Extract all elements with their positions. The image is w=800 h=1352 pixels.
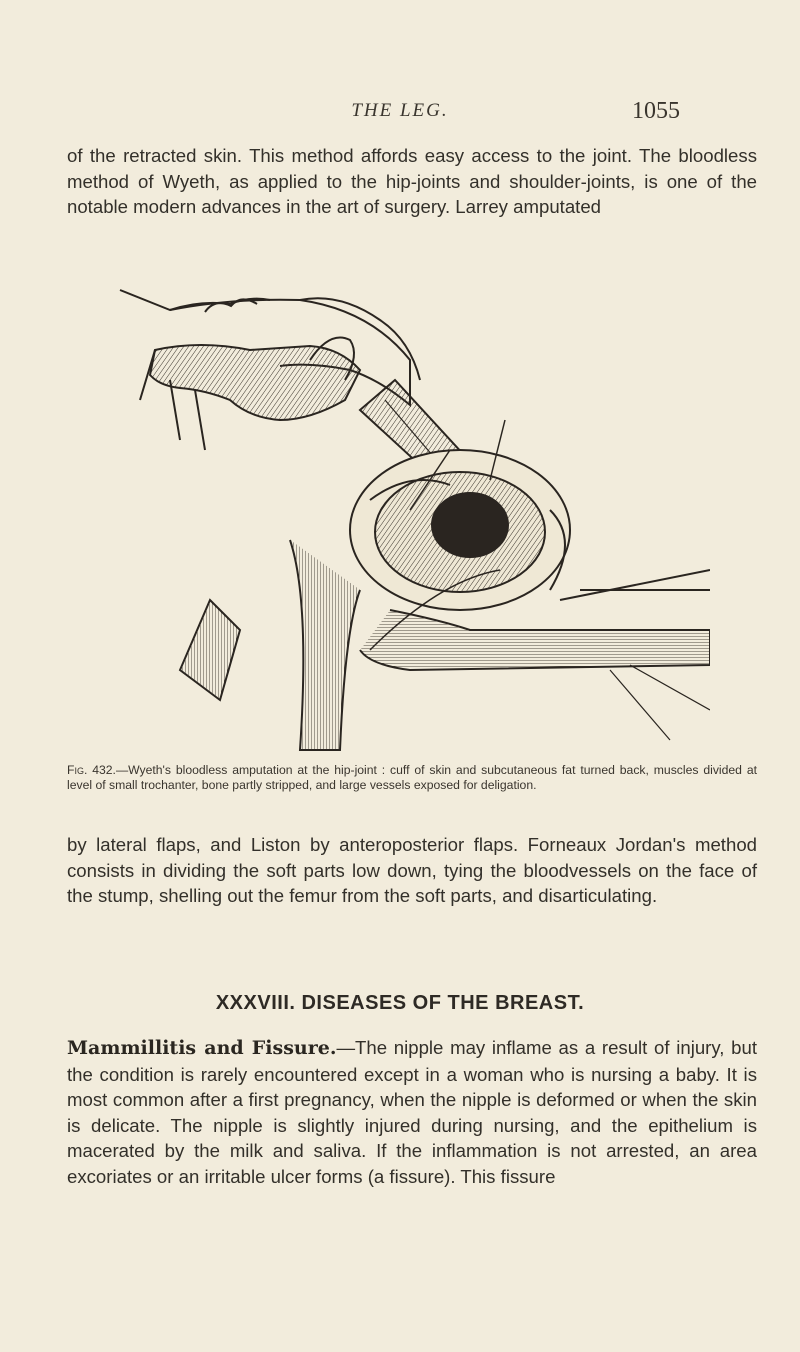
paragraph-1: of the retracted skin. This method affords easy access to the joint. The bloodless method of Wyeth, as applied to the hip-joints and shoulder-joints, is one of the notable modern advances in the art of surgery. Larrey amputated	[67, 145, 757, 217]
surgical-illustration	[110, 270, 710, 760]
run-in-heading: Mammillitis and Fissure.	[67, 1037, 337, 1059]
section-heading: XXXVIII. DISEASES OF THE BREAST.	[215, 992, 585, 1014]
paragraph-3	[67, 1035, 757, 1189]
running-title: THE LEG.	[351, 100, 449, 121]
page-number: 1055	[632, 98, 680, 124]
stump-drawing	[350, 450, 570, 610]
lower-hand-drawing	[140, 338, 360, 451]
figure-caption	[67, 763, 757, 793]
paragraph-3-text: —The nipple may inflame as a result of injury, but the condition is rarely encountered except in a woman who is nursing a baby. It is most common after a first pregnancy, when the nipple is deformed or when the skin is delicate. The nipple is slightly injured during nursing, and the epithelium is macerated by the milk and saliva. If the inflammation is not arrested, an area excoriates or an irritable ulcer forms (a fissure). This fissure	[67, 1037, 757, 1187]
figure-caption-text: —Wyeth's bloodless amputation at the hip-joint : cuff of skin and subcutaneous fat turned back, muscles divided at level of small trochanter, bone partly stripped, and large vessels exposed for deligation.	[67, 763, 757, 792]
figure-label: Fig. 432.	[67, 763, 116, 777]
paragraph-2: by lateral flaps, and Liston by anteroposterior flaps. Forneaux Jordan's method consists in dividing the soft parts low down, tying the bloodvessels on the face of the stump, shelling out the femur from the soft parts, and disarticulating.	[67, 834, 757, 906]
